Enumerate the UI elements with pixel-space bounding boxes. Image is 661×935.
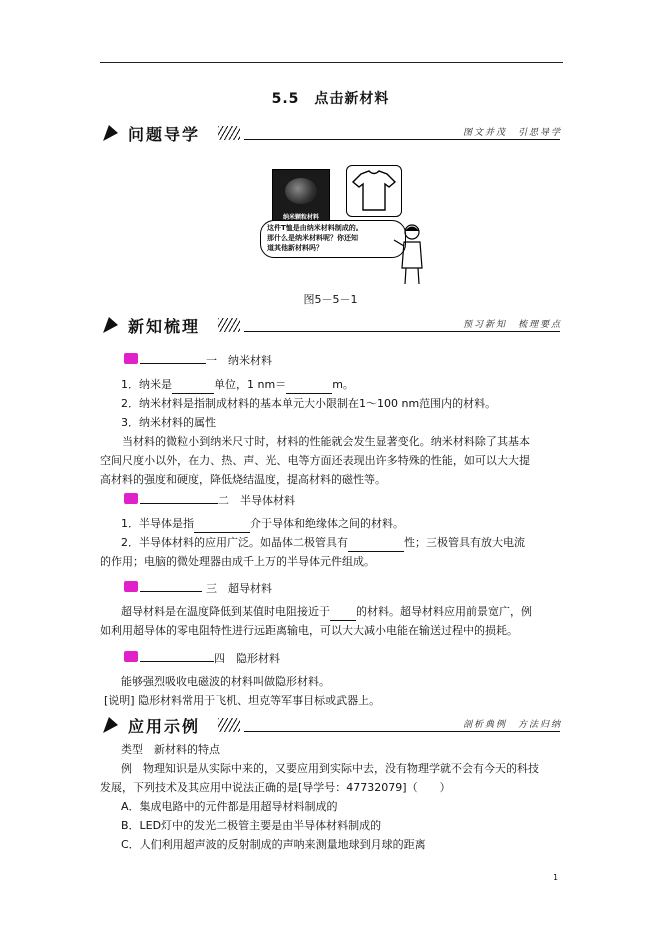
kp2-line-3: 的作用；电脑的微处理器由成千上万的半导体元件组成。 (100, 555, 375, 568)
text-segment: 2．半导体材料的应用广泛。如晶体二极管具有 (121, 536, 348, 549)
title-underline (140, 661, 214, 662)
t-shirt-icon (347, 166, 401, 216)
title-underline (140, 591, 202, 592)
bubble-line: 那什么是纳米材料呢？你还知 (267, 234, 358, 242)
t-shirt-frame (346, 165, 402, 217)
teacher-figure (392, 222, 432, 288)
page-title: 5.5 点击新材料 (271, 91, 390, 107)
option-a: A．集成电路中的元件都是用超导材料制成的 (121, 800, 338, 813)
kp3-line-1 (121, 602, 532, 621)
section-arrow-icon (103, 317, 121, 333)
kp1-paragraph: 当材料的微粒小到纳米尺寸时，材料的性能就会发生显著变化。纳米材料除了其基本空间尺度小以外，在力、热、声、光、电等方面还表现出许多特殊的性能，如可以大大提高材料的强度和硬度，降低烧结温度，提高材料的磁性等。 (100, 435, 530, 486)
kp-title: 二 半导体材料 (218, 494, 295, 507)
kp1-line-3: 3．纳米材料的属性 (121, 416, 216, 429)
example-question-line-1: 例 物理知识是从实际中来的，又要应用到实际中去，没有物理学就不会有今天的科技 (121, 762, 539, 775)
hatch-decoration (218, 126, 240, 140)
nanoparticle-photo (272, 169, 330, 221)
kp3-line-2: 如利用超导体的零电阻特性进行远距离输电，可以大大减小电能在输送过程中的损耗。 (100, 624, 518, 637)
answer-blank (330, 608, 356, 621)
hatch-decoration (218, 718, 240, 732)
text-segment: m。 (332, 378, 354, 391)
answer-blank (172, 381, 214, 394)
kp-title: 三 超导材料 (206, 582, 272, 595)
option-c: C．人们利用超声波的反射制成的声呐来测量地球到月球的距离 (121, 838, 426, 851)
kp4-line-1: 能够强烈吸收电磁波的材料叫做隐形材料。 (121, 675, 330, 688)
kp2-line-2 (121, 533, 525, 552)
section-underline (244, 139, 560, 140)
section-header-xinzhi (106, 314, 566, 336)
photo-caption: 纳米颗粒材料 (282, 214, 319, 221)
highlight-marker (124, 353, 138, 364)
option-b: B．LED灯中的发光二极管主要是由半导体材料制成的 (121, 819, 382, 832)
header-rule (100, 62, 563, 63)
text-segment: 1．半导体是指 (121, 517, 194, 530)
title-underline (140, 363, 206, 364)
section-header-wenti (106, 122, 566, 144)
figure-caption: 图5－5－1 (303, 293, 358, 306)
knowledge-point-3 (124, 580, 344, 594)
answer-blank (348, 539, 404, 552)
section-underline (244, 331, 560, 332)
kp2-line-1 (121, 514, 404, 533)
section-arrow-icon (103, 125, 121, 141)
answer-blank (286, 381, 332, 394)
kp-title: 一 纳米材料 (206, 354, 272, 367)
title-underline (140, 503, 218, 504)
highlight-marker (124, 581, 138, 592)
nanoparticle-blob (285, 178, 317, 204)
bubble-line: 道其他新材料吗？ (267, 244, 323, 252)
page-number: 1 (553, 873, 559, 882)
knowledge-point-2 (124, 492, 344, 506)
answer-blank (194, 520, 250, 533)
hatch-decoration (218, 318, 240, 332)
highlight-marker (124, 493, 138, 504)
highlight-marker (124, 651, 138, 662)
section-underline (244, 731, 560, 732)
text-segment: 的材料。超导材料应用前景宽广，例 (356, 605, 532, 618)
text-segment: 介于导体和绝缘体之间的材料。 (250, 517, 404, 530)
section-subtitle: 剖析典例 方法归纳 (462, 720, 562, 730)
example-type: 类型 新材料的特点 (121, 743, 220, 756)
section-label: 应用示例 (128, 717, 201, 736)
knowledge-point-4 (124, 650, 344, 664)
example-question-line-2: 发展，下列技术及其应用中说法正确的是[导学号：47732079]（ ） (100, 781, 451, 794)
section-label: 新知梳理 (128, 317, 201, 336)
section-subtitle: 图文并茂 引思导学 (462, 128, 562, 138)
bubble-line: 这件T恤是由纳米材料制成的。 (267, 224, 363, 232)
text-segment: 单位，1 nm＝ (214, 378, 287, 391)
section-arrow-icon (103, 717, 121, 733)
kp1-line-1 (121, 375, 354, 394)
speech-bubble (260, 220, 406, 258)
kp1-line-2: 2．纳米材料是指制成材料的基本单元大小限制在1～100 nm范围内的材料。 (121, 397, 497, 410)
knowledge-point-1 (124, 352, 344, 366)
text-segment: 超导材料是在温度降低到某值时电阻接近于 (121, 605, 330, 618)
kp4-note: [说明] 隐形材料常用于飞机、坦克等军事目标或武器上。 (104, 694, 381, 707)
section-label: 问题导学 (128, 125, 201, 144)
section-subtitle: 预习新知 梳理要点 (462, 320, 562, 330)
text-segment: 1．纳米是 (121, 378, 172, 391)
kp-title: 四 隐形材料 (214, 652, 280, 665)
section-header-yingyong (106, 714, 566, 736)
text-segment: 性；三极管具有放大电流 (404, 536, 525, 549)
